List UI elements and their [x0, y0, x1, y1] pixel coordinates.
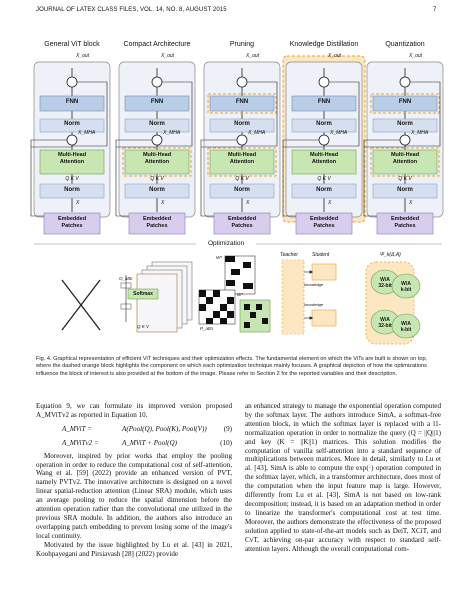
norm-label: Norm	[149, 121, 165, 127]
norm-label-2: Norm	[316, 187, 332, 193]
softmax-label: Softmax	[133, 291, 153, 297]
norm-label: Norm	[64, 121, 80, 127]
right-paragraph-1: an enhanced strategy to manage the exponential operation computed by the softmax layer. The authors introduce SimA, a softmax-free attention block, in which the softmax layer is replaced with a l1-normalization operation in order to normalize the query (Q = ||Q||1) and key (K = ||K||1) matrices. This solution modifies the computation of vanilla self-attention into a standard sequence of multiplications between matrices. More in detail, similarly to Lu et al. [43], SimA is able to compute the exp(·) operation computed in the softmax layer, which, in a transformer architecture, does most of the computation when the input feature map is large. However, differently from Lu et al. [43], SimA is not based on low-rank decomposition; instead, it is based on an adaptation method in order to linearize the transformer's computational cost at test time. Moreover, the authors demonstrate the effectiveness of the proposed solution applied to state-of-the-art models such as DeiT, XCiT, and CvT, achieving on-par accuracy with respect to standard self-attention layers. Although the overall computational com-	[245, 402, 441, 553]
optimization-label: Optimization	[207, 240, 245, 247]
o-attn-label: O_attn	[119, 276, 133, 281]
xout-label: X_out	[328, 53, 342, 59]
xmha-label: X_MHA	[78, 130, 96, 136]
xout-label: X_out	[76, 53, 90, 59]
equation-10: A_MViTv2 = A_MViT + Pool(Q) (10)	[62, 438, 232, 447]
w-top-label: W*	[216, 255, 222, 260]
xmha-label: X_MHA	[163, 130, 181, 136]
panel-title-compact: Compact Architecture	[123, 41, 191, 48]
fnn-label: FNN	[398, 99, 412, 105]
xmha-label: X_MHA	[248, 130, 266, 136]
norm-label-2: Norm	[64, 187, 80, 193]
embedded-patches-label: Embedded Patches	[309, 216, 339, 229]
xout-label: X_out	[246, 53, 260, 59]
quant-box-3: W/A 32-bit	[378, 317, 392, 329]
quant-function-label: Ψ_k(Δ,A)	[380, 252, 401, 258]
xmha-label: X_MHA	[330, 130, 348, 136]
panel-title-kd: Knowledge Distillation	[289, 41, 359, 48]
knowledge-bottom-label: knowledge	[304, 302, 324, 307]
mha-label: Multi-Head Attention	[227, 152, 257, 165]
x-label: X	[161, 200, 165, 206]
norm-label-2: Norm	[149, 187, 165, 193]
figure-caption: Fig. 4. Graphical representation of efficient ViT techniques and their optimization effects. The fundamental element on which the ViTs are built is shown on top, where the dashed orange block highlights the component on which each optimization technique mainly focuses. A graphical depiction of how the optimizations influence the block of interest is also provided at the bottom of the image. Please refer to Section 2 for the reported variables and their description.	[36, 356, 428, 377]
norm-label: Norm	[234, 121, 250, 127]
embedded-patches-label: Embedded Patches	[57, 216, 87, 229]
embedded-patches-label: Embedded Patches	[227, 216, 257, 229]
panel-title-quantization: Quantization	[385, 41, 425, 48]
qkv-label: Q K V	[317, 176, 331, 182]
xout-label: X_out	[161, 53, 175, 59]
running-header: JOURNAL OF LATEX CLASS FILES, VOL. 14, NO. 8, AUGUST 2015	[36, 7, 227, 13]
left-paragraph-3: Motivated by the issue highlighted by Lu et al. [43] in 2021, Koohpayegani and Pirsiavash [28] (2022) provide	[36, 540, 232, 558]
fnn-label: FNN	[235, 99, 249, 105]
xout-label: X_out	[409, 53, 423, 59]
x-label: X	[76, 200, 80, 206]
norm-label: Norm	[397, 121, 413, 127]
qkv-label: Q K V	[235, 176, 249, 182]
panel-title-pruning: Pruning	[229, 41, 255, 48]
quant-box-2: W/A k-bit	[400, 281, 412, 293]
norm-label: Norm	[316, 121, 332, 127]
x-label: X	[246, 200, 250, 206]
embedded-patches-label: Embedded Patches	[390, 216, 420, 229]
left-paragraph-1: Equation 9, we can formulate its improved version proposed A_MViTv2 as reported in Equation 10.	[36, 402, 232, 419]
teacher-label: Teacher	[280, 252, 298, 258]
qkv-label: Q K V	[398, 176, 412, 182]
page-number: 7	[433, 7, 437, 13]
right-column	[245, 402, 441, 553]
norm-label-2: Norm	[397, 187, 413, 193]
xmha-label: X_MHA	[411, 130, 429, 136]
quant-box-4: W/A k-bit	[400, 321, 412, 333]
x-label: X	[409, 200, 413, 206]
panel-title-general: General ViT block	[44, 41, 100, 48]
fnn-label: FNN	[150, 99, 164, 105]
mha-label: Multi-Head Attention	[390, 152, 420, 165]
mha-label: Multi-Head Attention	[57, 152, 87, 165]
p-attn-label: P_attn	[200, 326, 214, 331]
mha-label: Multi-Head Attention	[309, 152, 339, 165]
qkv-label: Q K V	[65, 176, 79, 182]
qkv-label: Q K V	[150, 176, 164, 182]
w-bottom-label: W*	[237, 292, 243, 297]
left-paragraph-2: Moreover, inspired by prior works that employ the pooling operation in order to reduce the computational cost of self-attention, Wang et al. [59] (2022) provide an enhanced version of PVT, namely PVTv2. The innovative architecture is designed on a novel linear spatial-reduction attention (Linear SRA) module, which uses an average pooling to reduce the spatial dimension before the attention operation rather than the convolutional one utilized in the previous SRA module. In addition, the authors also introduce an overlapping patch embedding to prevent losing some of the image's local continuity.	[36, 451, 232, 540]
mha-label: Multi-Head Attention	[142, 152, 172, 165]
embedded-patches-label: Embedded Patches	[142, 216, 172, 229]
student-label: Student	[312, 252, 330, 258]
compact-qkv-label: Q K V	[136, 324, 149, 329]
quant-box-1: W/A 32-bit	[378, 277, 392, 289]
x-label: X	[328, 200, 332, 206]
left-column	[36, 402, 232, 559]
knowledge-top-label: knowledge	[304, 282, 324, 287]
fnn-label: FNN	[317, 99, 331, 105]
norm-label-2: Norm	[234, 187, 250, 193]
equation-9: A_MViT = A(Pool(Q), Pool(K), Pool(V)) (9)	[62, 424, 232, 433]
fnn-label: FNN	[65, 99, 79, 105]
